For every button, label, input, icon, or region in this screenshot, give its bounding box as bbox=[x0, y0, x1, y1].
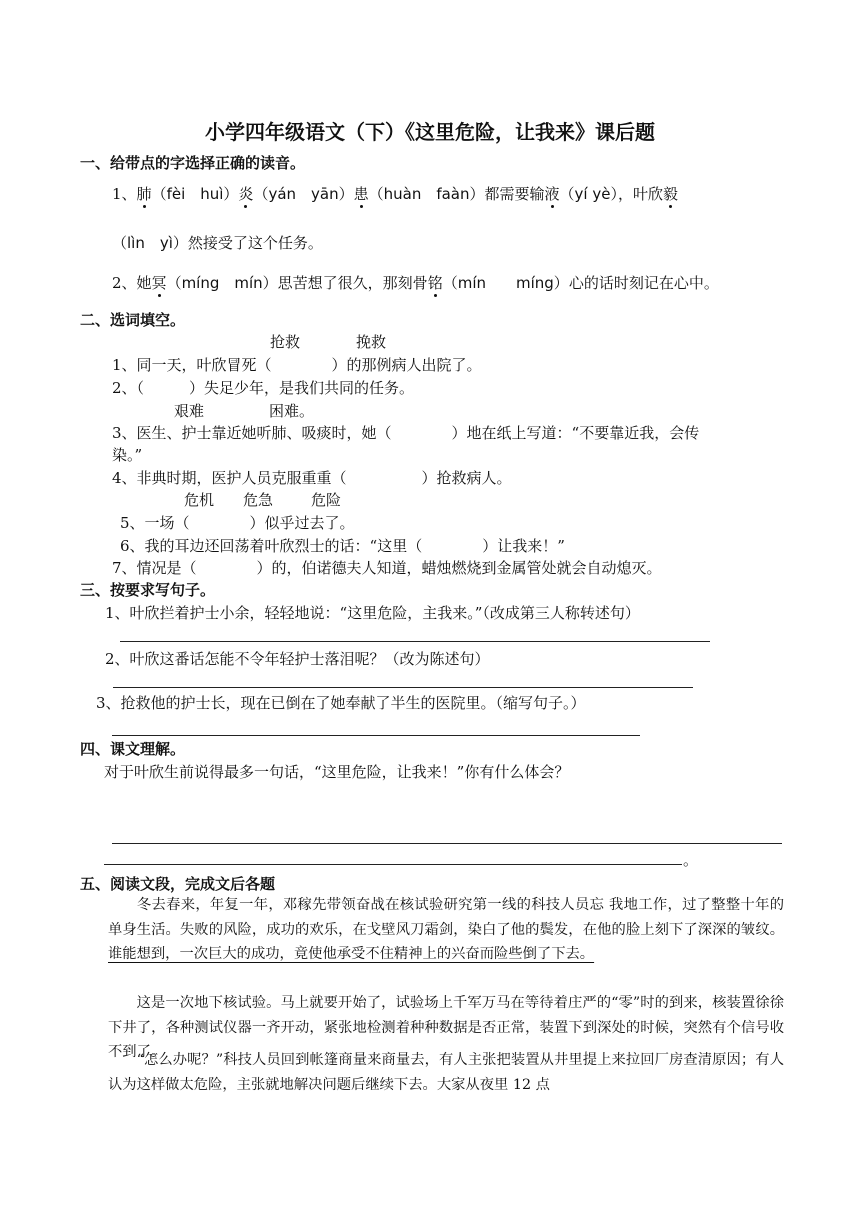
s1-question-1 bbox=[112, 183, 678, 204]
s3-question-2: 2、叶欣这番话怎能不令年轻护士落泪呢？（改为陈述句） bbox=[105, 650, 490, 668]
reading-paragraph-3 bbox=[108, 1048, 784, 1097]
word-option: 危机 bbox=[184, 491, 215, 509]
word-option: 危险 bbox=[311, 491, 342, 509]
s2-question-3-cont: 染。” bbox=[112, 446, 143, 464]
section-2-heading: 二、选词填空。 bbox=[80, 311, 186, 329]
section-3-heading: 三、按要求写句子。 bbox=[80, 581, 216, 599]
pinyin-options: （yí yè） bbox=[559, 185, 618, 203]
s2-question-7: 7、情况是（ ）的，伯诺德夫人知道，蜡烛燃烧到金属管处就会自动熄灭。 bbox=[112, 559, 662, 577]
pinyin-options: （fèi huì） bbox=[151, 185, 239, 203]
s2-question-6: 6、我的耳边还回荡着叶欣烈士的话：“这里（ ）让我来！” bbox=[120, 537, 565, 555]
dotted-char: 炎 bbox=[238, 185, 254, 203]
dotted-char: 毅 bbox=[662, 185, 678, 203]
word-option: 危急 bbox=[243, 491, 274, 509]
s1-question-1-line2: （lìn yì）然接受了这个任务。 bbox=[112, 234, 323, 252]
dotted-char: 肺 bbox=[136, 185, 152, 203]
s3-question-1: 1、叶欣拦着护士小余，轻轻地说：“这里危险，主我来。”（改成第三人称转述句） bbox=[105, 604, 640, 622]
s2-question-2: 2、（ ）失足少年，是我们共同的任务。 bbox=[112, 379, 415, 397]
section-1-heading: 一、给带点的字选择正确的读音。 bbox=[80, 154, 306, 172]
dotted-char: 患 bbox=[353, 185, 369, 203]
s2-question-5: 5、一场（ ）似乎过去了。 bbox=[120, 514, 355, 532]
answer-line[interactable] bbox=[113, 687, 693, 688]
text: 思苦想了很久，那刻骨 bbox=[277, 274, 428, 292]
q-number: 2、她 bbox=[112, 274, 152, 292]
answer-line[interactable] bbox=[104, 864, 682, 865]
period-mark: 。 bbox=[683, 851, 699, 869]
answer-line[interactable] bbox=[120, 641, 710, 642]
dotted-char: 铭 bbox=[427, 274, 443, 292]
word-option: 艰难 bbox=[174, 402, 205, 420]
text: 心的话时刻记在心中。 bbox=[568, 274, 719, 292]
s2-question-3: 3、医生、护士靠近她听肺、吸痰时，她（ ）地在纸上写道：“不要靠近我，会传 bbox=[112, 424, 700, 442]
paragraph-text: “怎么办呢？”科技人员回到帐篷商量来商量去，有人主张把装置从井里提上来拉回厂房查清原因；有人认为这样做太危险，主张就地解决问题后继续下去。大家从夜里 12 点 bbox=[108, 1052, 784, 1093]
s2-question-1: 1、同一天，叶欣冒死（ ）的那例病人出院了。 bbox=[112, 356, 482, 374]
underlined-sentence: 谁能想到，一次巨大的成功，竟使他承受不住精神上的兴奋而险些倒了下去。 bbox=[108, 946, 595, 962]
pinyin-options: （yán yān） bbox=[253, 185, 354, 203]
pinyin-options: （mín míng） bbox=[442, 274, 569, 292]
paragraph-text: 这是一次地下核试验。马上就要开始了，试验场上千军万马在等待着庄严的“零”时的到来，核装置徐徐下井了，各种测试仪器一齐开动，紧张地检测着种种数据是否正常，装置下到深处的时候，突然有个信号收不到了。 bbox=[108, 995, 784, 1060]
section-4-heading: 四、课文理解。 bbox=[80, 740, 186, 758]
text: 都需要输 bbox=[484, 185, 545, 203]
answer-line[interactable] bbox=[112, 843, 782, 844]
text: ，叶欣 bbox=[617, 185, 663, 203]
s3-question-3: 3、抢救他的护士长，现在已倒在了她奉献了半生的医院里。（缩写句子。） bbox=[96, 694, 586, 712]
s2-question-4: 4、非典时期，医护人员克服重重（ ）抢救病人。 bbox=[112, 469, 512, 487]
word-option: 困难。 bbox=[269, 402, 315, 420]
answer-line[interactable] bbox=[112, 735, 640, 736]
q-number: 1、 bbox=[112, 185, 137, 203]
page-title: 小学四年级语文（下）《这里危险，让我来》课后题 bbox=[205, 120, 655, 144]
pinyin-options: （míng mín） bbox=[166, 274, 278, 292]
s4-question: 对于叶欣生前说得最多一句话，“这里危险，让我来！”你有什么体会？ bbox=[104, 763, 570, 781]
dotted-char: 冥 bbox=[151, 274, 167, 292]
word-option: 抢救 bbox=[270, 333, 301, 351]
word-option: 挽救 bbox=[356, 333, 387, 351]
s1-question-2 bbox=[112, 272, 719, 293]
reading-paragraph-1 bbox=[108, 893, 784, 967]
pinyin-options: （huàn faàn） bbox=[368, 185, 485, 203]
section-5-heading: 五、阅读文段，完成文后各题 bbox=[80, 875, 276, 893]
paragraph-text: 冬去春来，年复一年，邓稼先带领奋战在核试验研究第一线的科技人员忘 我地工作，过了整整十年的单身生活。失败的风险，成功的欢乐，在戈壁风刀霜剑，染白了他的鬓发，在他的脸上刻下了深深的皱纹。 bbox=[108, 897, 784, 938]
dotted-char: 液 bbox=[544, 185, 560, 203]
